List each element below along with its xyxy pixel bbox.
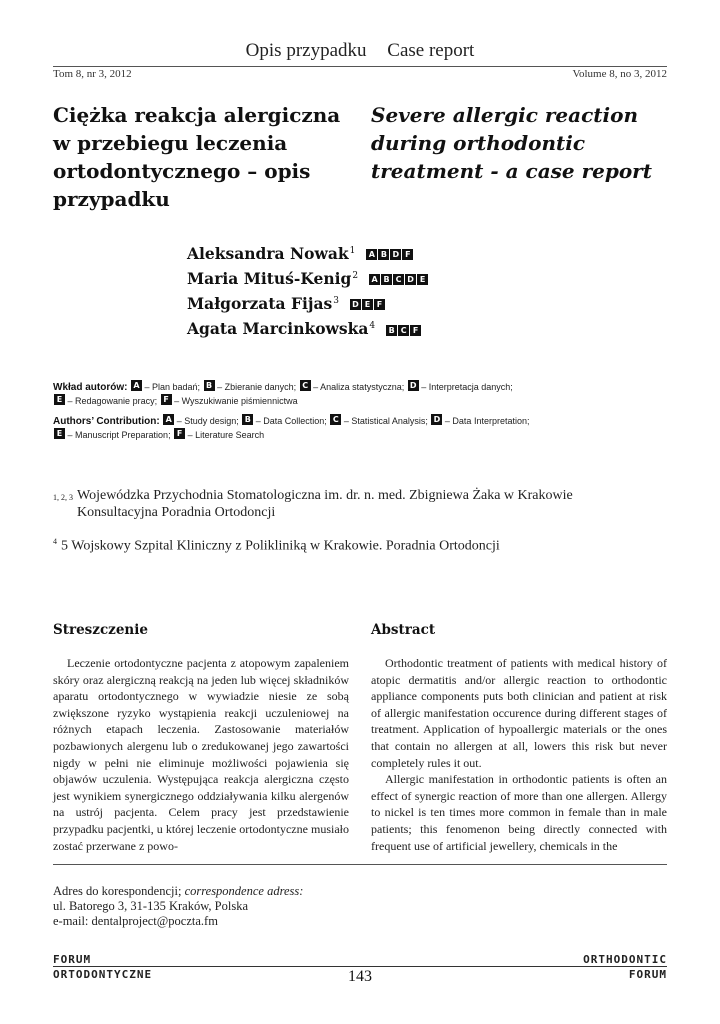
- author: Agata Marcinkowska$^4$ B C F: [187, 315, 428, 340]
- body-rule: [53, 864, 667, 865]
- author: Aleksandra Nowak$^1$ A B D F: [187, 240, 428, 265]
- footer-journal-pl: FORUM: [53, 953, 92, 966]
- section-label-pl: Opis przypadku: [245, 40, 367, 61]
- volume-pl: Tom 8, nr 3, 2012: [53, 68, 132, 80]
- abstract-pl: Leczenie ortodontyczne pacjenta z atopowym zapaleniem skóry oraz alergiczną reakcją na jeden lub więcej składników aparatu ortodontycznego w wywiadzie niesie ze sobą zwiększone ryzyko wystąpienia reakcji uczuleniowej na różnych etapach leczenia. Zastosowanie materiałów pozbawionych alergenu lub o zredukowanej jego zawartości nigdy w pełni nie eliminuje możliwości pojawienia się objawów uczulenia. Występująca reakcja alergiczna często jest wynikiem synergicznego oddziaływania kilku alergenów na ustrój pacjenta. Celem pracy jest przedstawienie przypadku pacjentki, u której leczenie ortodontyczne musiało zostać przerwane z powo-: [53, 656, 349, 853]
- affiliation: 1, 2, 3 Wojewódzka Przychodnia Stomatologiczna im. dr. n. med. Zbigniewa Żaka w Krakowie Konsultacyjna Poradnia Ortodoncji: [53, 488, 573, 520]
- contribution-pl: Wkład autorów: A – Plan badań; B – Zbieranie danych; C – Analiza statystyczna; D – Interpretacja danych; E – Redagowanie pracy; F – Wyszukiwanie piśmiennictwa: [53, 381, 513, 406]
- abstract-heading-pl: Streszczenie: [53, 622, 148, 638]
- abstract-heading-en: Abstract: [371, 622, 436, 638]
- author-list: [187, 240, 428, 341]
- author: Maria Mituś-Kenig$^2$ A B C D E: [187, 265, 428, 290]
- email: e-mail: dentalproject@poczta.fm: [53, 914, 218, 928]
- affiliation: $^4$ 5 Wojskowy Szpital Kliniczny z Polikliniką w Krakowie. Poradnia Ortodoncji: [53, 537, 500, 554]
- author: Małgorzata Fijas$^3$ D E F: [187, 290, 428, 315]
- footer-rule: [53, 966, 667, 967]
- abstract-en: Orthodontic treatment of patients with medical history of atopic dermatitis and/or allergic reaction to orthodontic appliance components puts both clinician and patient at risk of allergic manifestation occurence during different stages of treatment. Application of hypoallergic materials or the ones that contain no allergen at all, lowers this risk but never completely rules it out. Allergic manifestation in orthodontic patients is often an effect of synergic reaction of more than one allergen. Allergy to nickel is ten times more common in female than in male patients; this fenomenon being directly connected with frequent use of artificial jewellery, chemicals in the: [371, 656, 667, 853]
- title-en: Severe allergic reaction during orthodontic treatment - a case report: [371, 103, 652, 183]
- footer-journal-en-2: FORUM: [628, 968, 667, 981]
- contribution-en: Authors’ Contribution: A – Study design; B – Data Collection; C – Statistical Analysis; D – Data Interpretation; E – Manuscript Preparation; F – Literature Search: [53, 415, 530, 440]
- header-rule: [53, 66, 667, 67]
- footer-journal-en: ORTHODONTIC: [583, 953, 667, 966]
- page-number: 143: [348, 968, 372, 985]
- section-label-en: Case report: [387, 40, 475, 61]
- title-pl: Ciężka reakcja alergiczna w przebiegu leczenia ortodontycznego – opis przypadku: [53, 103, 341, 211]
- volume-en: Volume 8, no 3, 2012: [572, 68, 667, 80]
- footer-journal-pl-2: ORTODONTYCZNE: [53, 968, 153, 981]
- running-header: [0, 40, 720, 62]
- correspondence: Adres do korespondencji; correspondence adress: ul. Batorego 3, 31-135 Kraków, Polska e-mail: dentalproject@poczta.fm: [53, 884, 304, 928]
